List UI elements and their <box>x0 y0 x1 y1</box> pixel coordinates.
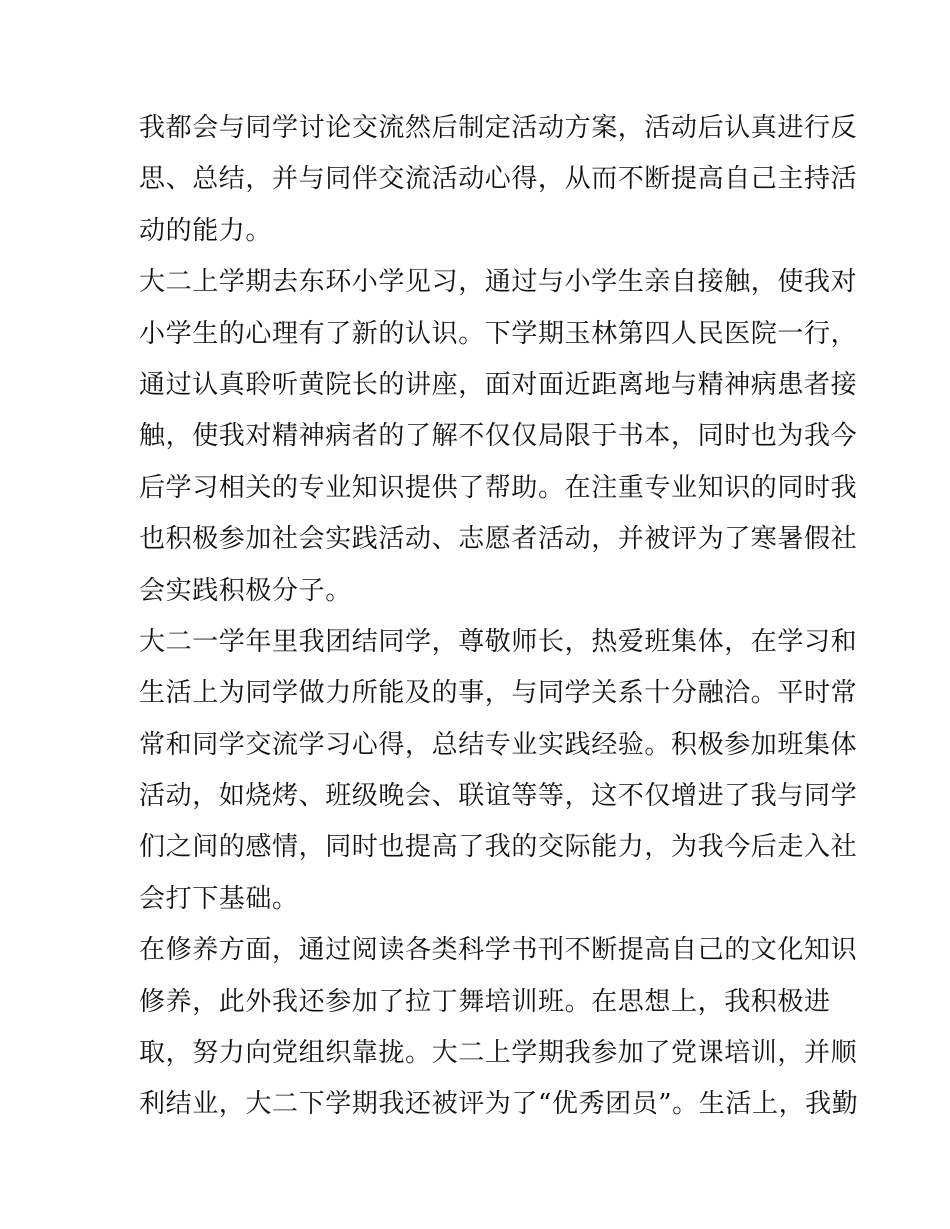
text-line: 后学习相关的专业知识提供了帮助。在注重专业知识的同时我 <box>139 472 858 503</box>
text-line: 常和同学交流学习心得，总结专业实践经验。积极参加班集体 <box>139 729 858 760</box>
text-line: 也积极参加社会实践活动、志愿者活动，并被评为了寒暑假社 <box>139 524 858 555</box>
text-line: 思、总结，并与同伴交流活动心得，从而不断提高自己主持活 <box>139 164 858 195</box>
text-line: 通过认真聆听黄院长的讲座，面对面近距离地与精神病患者接 <box>139 369 858 400</box>
text-line: 触，使我对精神病者的了解不仅仅局限于书本，同时也为我今 <box>139 421 858 452</box>
text-line: 大二上学期去东环小学见习，通过与小学生亲自接触，使我对 <box>139 267 858 298</box>
text-line: 取，努力向党组织靠拢。大二上学期我参加了党课培训，并顺 <box>139 1038 858 1069</box>
text-line: 会实践积极分子。 <box>139 575 352 606</box>
text-line: 大二一学年里我团结同学，尊敬师长，热爱班集体，在学习和 <box>139 626 858 657</box>
text-line: 在修养方面，通过阅读各类科学书刊不断提高自己的文化知识 <box>139 935 858 966</box>
text-line: 动的能力。 <box>139 215 273 246</box>
text-line: 我都会与同学讨论交流然后制定活动方案，活动后认真进行反 <box>139 113 858 143</box>
text-line: 生活上为同学做力所能及的事，与同学关系十分融洽。平时常 <box>139 678 858 709</box>
text-line: 利结业，大二下学期我还被评为了“优秀团员”。生活上，我勤 <box>139 1089 859 1120</box>
text-line: 会打下基础。 <box>139 883 299 914</box>
text-line: 小学生的心理有了新的认识。下学期玉林第四人民医院一行， <box>139 318 858 349</box>
text-line: 活动，如烧烤、班级晚会、联谊等等，这不仅增进了我与同学 <box>139 781 858 812</box>
text-line: 们之间的感情，同时也提高了我的交际能力，为我今后走入社 <box>139 832 858 863</box>
text-line: 修养，此外我还参加了拉丁舞培训班。在思想上，我积极进 <box>139 986 831 1017</box>
body-text <box>139 103 859 1131</box>
